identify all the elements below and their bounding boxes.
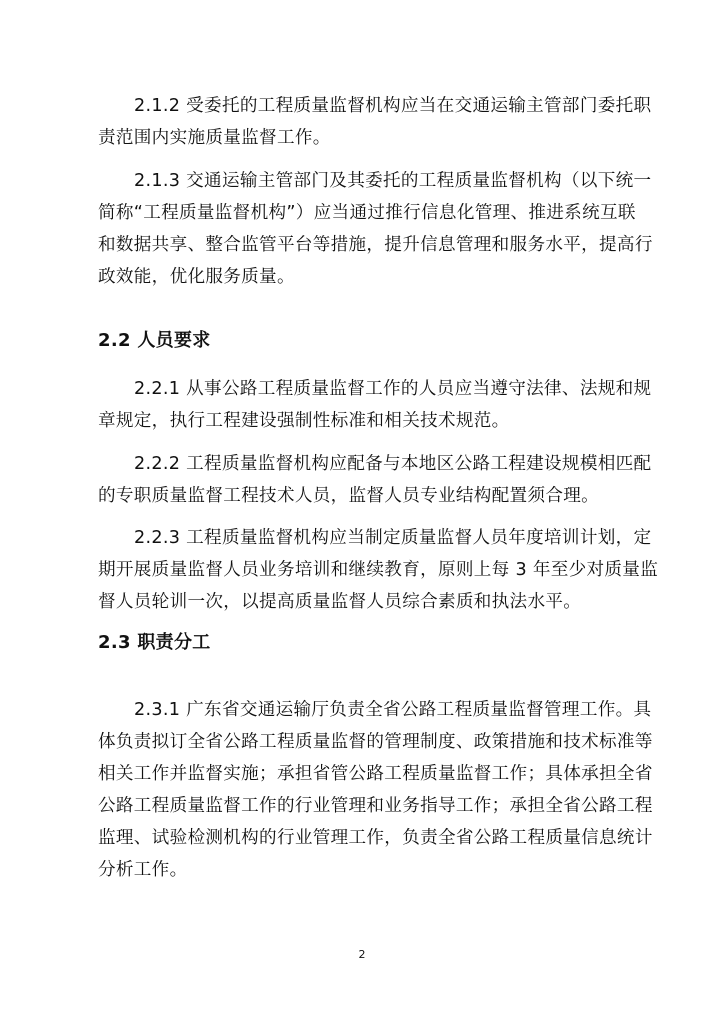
paragraph-line: 2.1.3 交通运输主管部门及其委托的工程质量监督机构（以下统一	[134, 171, 652, 191]
paragraph-line: 简称“工程质量监督机构”）应当通过推行信息化管理、推进系统互联	[98, 203, 636, 223]
paragraph-line: 督人员轮训一次，以提高质量监督人员综合素质和执法水平。	[98, 592, 582, 612]
paragraph-line: 公路工程质量监督工作的行业管理和业务指导工作；承担全省公路工程	[98, 796, 653, 816]
paragraph-line: 和数据共享、整合监管平台等措施，提升信息管理和服务水平，提高行	[98, 235, 653, 255]
paragraph-2-1-3	[98, 165, 658, 293]
paragraph-line: 政效能，优化服务质量。	[98, 267, 295, 287]
paragraph-line: 2.2.1 从事公路工程质量监督工作的人员应当遵守法律、法规和规	[134, 379, 652, 399]
paragraph-line: 责范围内实施质量监督工作。	[98, 128, 331, 148]
paragraph-2-2-1	[98, 373, 658, 437]
paragraph-2-2-3	[98, 522, 658, 618]
paragraph-line: 的专职质量监督工程技术人员，监督人员专业结构配置须合理。	[98, 486, 600, 506]
section-heading-2-3: 2.3 职责分工	[98, 632, 211, 653]
paragraph-2-1-2	[98, 90, 658, 154]
paragraph-line: 2.3.1 广东省交通运输厅负责全省公路工程质量监督管理工作。具	[134, 700, 652, 720]
paragraph-line: 章规定，执行工程建设强制性标准和相关技术规范。	[98, 411, 510, 431]
paragraph-line: 监理、试验检测机构的行业管理工作，负责全省公路工程质量信息统计	[98, 828, 653, 848]
page-number: 2	[358, 948, 366, 961]
paragraph-line: 分析工作。	[98, 860, 188, 880]
paragraph-2-3-1	[98, 694, 658, 886]
paragraph-line: 相关工作并监督实施；承担省管公路工程质量监督工作；具体承担全省	[98, 764, 653, 784]
paragraph-line: 期开展质量监督人员业务培训和继续教育，原则上每 3 年至少对质量监	[98, 560, 658, 580]
paragraph-2-2-2	[98, 448, 658, 512]
section-heading-2-2: 2.2 人员要求	[98, 330, 211, 351]
paragraph-line: 2.2.3 工程质量监督机构应当制定质量监督人员年度培训计划，定	[134, 528, 652, 548]
paragraph-line: 2.2.2 工程质量监督机构应配备与本地区公路工程建设规模相匹配	[134, 454, 652, 474]
paragraph-line: 2.1.2 受委托的工程质量监督机构应当在交通运输主管部门委托职	[134, 96, 652, 116]
paragraph-line: 体负责拟订全省公路工程质量监督的管理制度、政策措施和技术标准等	[98, 732, 653, 752]
